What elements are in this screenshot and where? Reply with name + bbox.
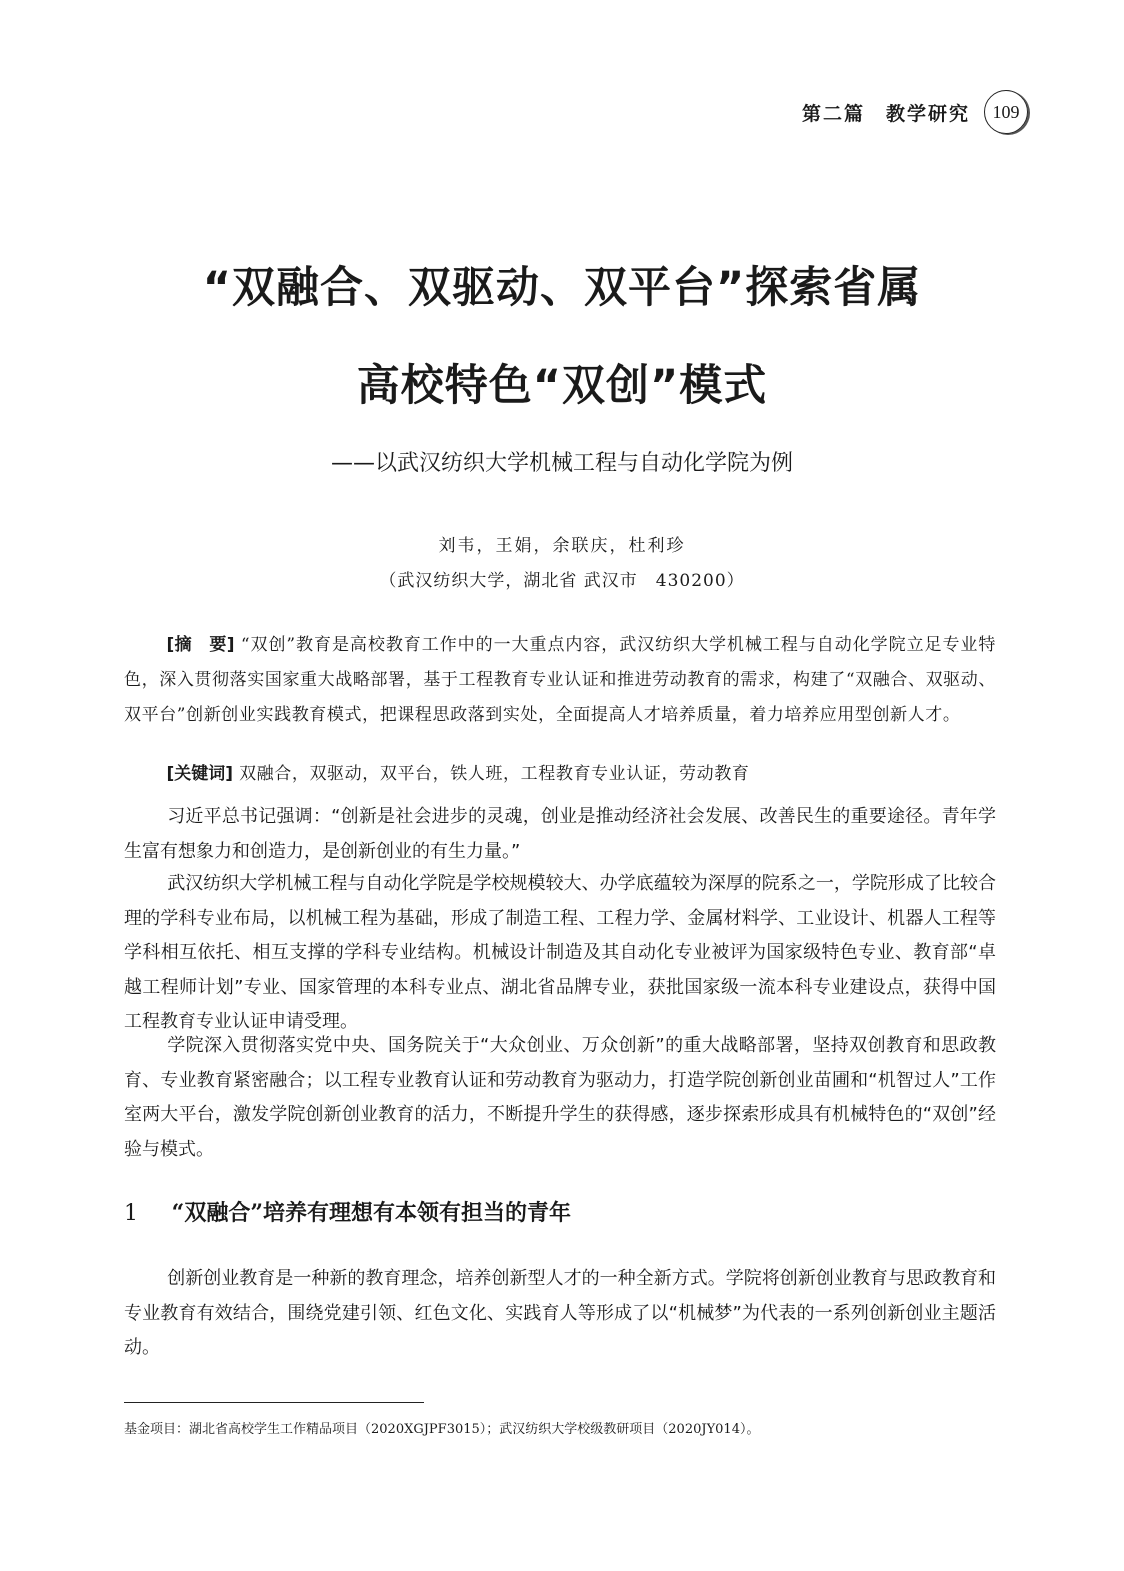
running-header <box>802 92 1028 132</box>
abstract-label: [摘 要] <box>166 635 235 655</box>
body-paragraph-3: 学院深入贯彻落实党中央、国务院关于“大众创业、万众创新”的重大战略部署，坚持双创教育和思政教育、专业教育紧密融合；以工程专业教育认证和劳动教育为驱动力，打造学院创新创业苗圃和“机智过人”工作室两大平台，激发学院创新创业教育的活力，不断提升学生的获得感，逐步探索形成具有机械特色的“双创”经验与模式。 <box>124 1035 996 1160</box>
section-1-heading <box>124 1196 571 1227</box>
article-title-line-1: “双融合、双驱动、双平台”探索省属 <box>202 263 922 313</box>
author-affiliation: （武汉纺织大学，湖北省 武汉市 430200） <box>379 571 745 591</box>
keywords-label: [关键词] <box>166 764 234 784</box>
article-subtitle: ——以武汉纺织大学机械工程与自动化学院为例 <box>330 451 793 476</box>
body-paragraph-4: 创新创业教育是一种新的教育理念，培养创新型人才的一种全新方式。学院将创新创业教育与思政教育和专业教育有效结合，围绕党建引领、红色文化、实践育人等形成了以“机械梦”为代表的一系列创新创业主题活动。 <box>124 1268 996 1358</box>
keywords-text: 双融合，双驱动，双平台，铁人班，工程教育专业认证，劳动教育 <box>239 764 750 784</box>
header-section-title: 第二篇 教学研究 <box>801 102 970 125</box>
section-1-number: 1 <box>124 1201 138 1226</box>
keywords <box>124 762 1039 786</box>
article-title-line-2: 高校特色“双创”模式 <box>356 361 768 411</box>
abstract-text: “双创”教育是高校教育工作中的一大重点内容，武汉纺织大学机械工程与自动化学院立足专业特色，深入贯彻落实国家重大战略部署，基于工程教育专业认证和推进劳动教育的需求，构建了“双融合、双驱动、双平台”创新创业实践教育模式，把课程思政落到实处，全面提高人才培养质量，着力培养应用型创新人才。 <box>124 635 996 725</box>
abstract <box>124 628 996 733</box>
footnote-funding: 基金项目：湖北省高校学生工作精品项目（2020XGJPF3015）；武汉纺织大学校级教研项目（2020JY014）。 <box>124 1422 760 1437</box>
body-paragraph-2: 武汉纺织大学机械工程与自动化学院是学校规模较大、办学底蕴较为深厚的院系之一，学院形成了比较合理的学科专业布局，以机械工程为基础，形成了制造工程、工程力学、金属材料学、工业设计、机器人工程等学科相互依托、相互支撑的学科专业结构。机械设计制造及其自动化专业被评为国家级特色专业、教育部“卓越工程师计划”专业、国家管理的本科专业点、湖北省品牌专业，获批国家级一流本科专业建设点，获得中国工程教育专业认证申请受理。 <box>124 873 996 1032</box>
section-1-title: “双融合”培养有理想有本领有担当的青年 <box>171 1200 571 1226</box>
author-list: 刘韦，王娟，余联庆，杜利珍 <box>438 536 686 556</box>
footnote-divider <box>124 1402 424 1403</box>
body-paragraph-1: 习近平总书记强调：“创新是社会进步的灵魂，创业是推动经济社会发展、改善民生的重要途径。青年学生富有想象力和创造力，是创新创业的有生力量。” <box>124 806 996 862</box>
page-number: 109 <box>984 90 1028 134</box>
